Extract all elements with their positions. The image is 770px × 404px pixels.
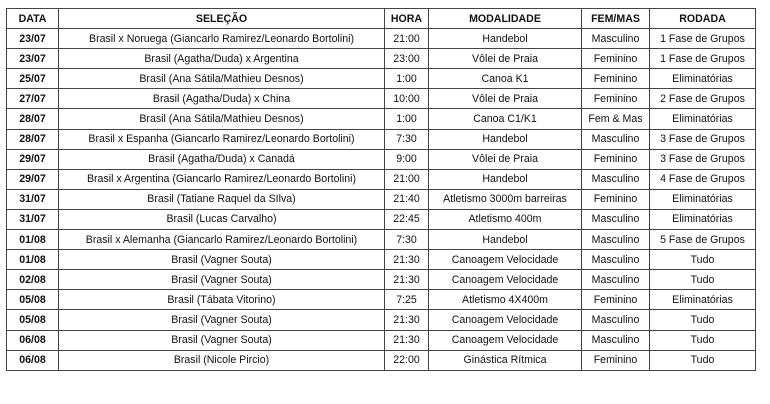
gender-cell: Feminino [582,290,650,310]
round-cell: Tudo [650,350,756,370]
selection-cell: Brasil (Agatha/Duda) x Canadá [59,149,385,169]
gender-cell: Masculino [582,330,650,350]
table-row [7,69,756,89]
sport-cell: Vôlei de Praia [429,149,582,169]
sport-cell: Ginástica Rítmica [429,350,582,370]
selection-cell: Brasil x Espanha (Giancarlo Ramirez/Leonardo Bortolini) [59,129,385,149]
table-row [7,350,756,370]
date-cell: 23/07 [7,49,59,69]
selection-cell: Brasil (Vagner Souta) [59,310,385,330]
header-selecao: SELEÇÃO [59,9,385,29]
sport-cell: Canoa K1 [429,69,582,89]
date-cell: 06/08 [7,330,59,350]
round-cell: 1 Fase de Grupos [650,49,756,69]
round-cell: Tudo [650,330,756,350]
gender-cell: Feminino [582,89,650,109]
date-cell: 31/07 [7,209,59,229]
gender-cell: Feminino [582,49,650,69]
sport-cell: Vôlei de Praia [429,49,582,69]
date-cell: 02/08 [7,270,59,290]
gender-cell: Masculino [582,209,650,229]
sport-cell: Atletismo 3000m barreiras [429,189,582,209]
date-cell: 05/08 [7,290,59,310]
table-row [7,209,756,229]
schedule-table-container [6,8,756,371]
time-cell: 21:00 [385,29,429,49]
time-cell: 21:30 [385,270,429,290]
selection-cell: Brasil x Noruega (Giancarlo Ramirez/Leonardo Bortolini) [59,29,385,49]
round-cell: 3 Fase de Grupos [650,129,756,149]
round-cell: Eliminatórias [650,290,756,310]
gender-cell: Masculino [582,230,650,250]
table-row [7,230,756,250]
time-cell: 7:25 [385,290,429,310]
date-cell: 01/08 [7,250,59,270]
time-cell: 21:30 [385,330,429,350]
sport-cell: Canoagem Velocidade [429,330,582,350]
date-cell: 25/07 [7,69,59,89]
table-row [7,109,756,129]
table-row [7,189,756,209]
sport-cell: Vôlei de Praia [429,89,582,109]
round-cell: Eliminatórias [650,69,756,89]
selection-cell: Brasil (Vagner Souta) [59,330,385,350]
table-row [7,149,756,169]
time-cell: 21:30 [385,310,429,330]
selection-cell: Brasil (Nicole Pircio) [59,350,385,370]
round-cell: 3 Fase de Grupos [650,149,756,169]
time-cell: 23:00 [385,49,429,69]
date-cell: 01/08 [7,230,59,250]
time-cell: 22:00 [385,350,429,370]
table-row [7,330,756,350]
date-cell: 23/07 [7,29,59,49]
round-cell: 2 Fase de Grupos [650,89,756,109]
selection-cell: Brasil (Tatiane Raquel da SIlva) [59,189,385,209]
sport-cell: Handebol [429,230,582,250]
time-cell: 1:00 [385,109,429,129]
gender-cell: Masculino [582,129,650,149]
selection-cell: Brasil (Agatha/Duda) x Argentina [59,49,385,69]
time-cell: 7:30 [385,129,429,149]
selection-cell: Brasil x Alemanha (Giancarlo Ramirez/Leonardo Bortolini) [59,230,385,250]
date-cell: 29/07 [7,169,59,189]
time-cell: 22:45 [385,209,429,229]
date-cell: 28/07 [7,129,59,149]
time-cell: 7:30 [385,230,429,250]
header-data: DATA [7,9,59,29]
selection-cell: Brasil (Lucas Carvalho) [59,209,385,229]
round-cell: Eliminatórias [650,189,756,209]
table-header-row [7,9,756,29]
date-cell: 27/07 [7,89,59,109]
gender-cell: Masculino [582,29,650,49]
table-row [7,290,756,310]
round-cell: Eliminatórias [650,109,756,129]
sport-cell: Handebol [429,29,582,49]
gender-cell: Feminino [582,149,650,169]
table-row [7,29,756,49]
date-cell: 29/07 [7,149,59,169]
date-cell: 31/07 [7,189,59,209]
time-cell: 1:00 [385,69,429,89]
gender-cell: Masculino [582,169,650,189]
selection-cell: Brasil (Agatha/Duda) x China [59,89,385,109]
sport-cell: Canoagem Velocidade [429,250,582,270]
table-row [7,89,756,109]
table-row [7,129,756,149]
header-modalidade: MODALIDADE [429,9,582,29]
gender-cell: Masculino [582,310,650,330]
round-cell: Tudo [650,250,756,270]
table-row [7,49,756,69]
selection-cell: Brasil x Argentina (Giancarlo Ramirez/Leonardo Bortolini) [59,169,385,189]
selection-cell: Brasil (Tábata Vitorino) [59,290,385,310]
table-row [7,250,756,270]
header-fem-mas: FEM/MAS [582,9,650,29]
date-cell: 06/08 [7,350,59,370]
time-cell: 9:00 [385,149,429,169]
date-cell: 05/08 [7,310,59,330]
selection-cell: Brasil (Ana Sátila/Mathieu Desnos) [59,69,385,89]
round-cell: 4 Fase de Grupos [650,169,756,189]
table-row [7,169,756,189]
round-cell: 5 Fase de Grupos [650,230,756,250]
selection-cell: Brasil (Ana Sátila/Mathieu Desnos) [59,109,385,129]
header-rodada: RODADA [650,9,756,29]
sport-cell: Atletismo 400m [429,209,582,229]
round-cell: Tudo [650,310,756,330]
gender-cell: Feminino [582,189,650,209]
selection-cell: Brasil (Vagner Souta) [59,270,385,290]
sport-cell: Handebol [429,169,582,189]
gender-cell: Feminino [582,350,650,370]
schedule-table [6,8,756,371]
time-cell: 21:40 [385,189,429,209]
sport-cell: Canoagem Velocidade [429,310,582,330]
round-cell: Tudo [650,270,756,290]
sport-cell: Handebol [429,129,582,149]
header-hora: HORA [385,9,429,29]
time-cell: 21:30 [385,250,429,270]
round-cell: 1 Fase de Grupos [650,29,756,49]
table-row [7,270,756,290]
round-cell: Eliminatórias [650,209,756,229]
time-cell: 21:00 [385,169,429,189]
date-cell: 28/07 [7,109,59,129]
table-body [7,29,756,371]
table-row [7,310,756,330]
sport-cell: Canoa C1/K1 [429,109,582,129]
gender-cell: Fem & Mas [582,109,650,129]
gender-cell: Masculino [582,270,650,290]
sport-cell: Atletismo 4X400m [429,290,582,310]
gender-cell: Feminino [582,69,650,89]
gender-cell: Masculino [582,250,650,270]
sport-cell: Canoagem Velocidade [429,270,582,290]
selection-cell: Brasil (Vagner Souta) [59,250,385,270]
time-cell: 10:00 [385,89,429,109]
